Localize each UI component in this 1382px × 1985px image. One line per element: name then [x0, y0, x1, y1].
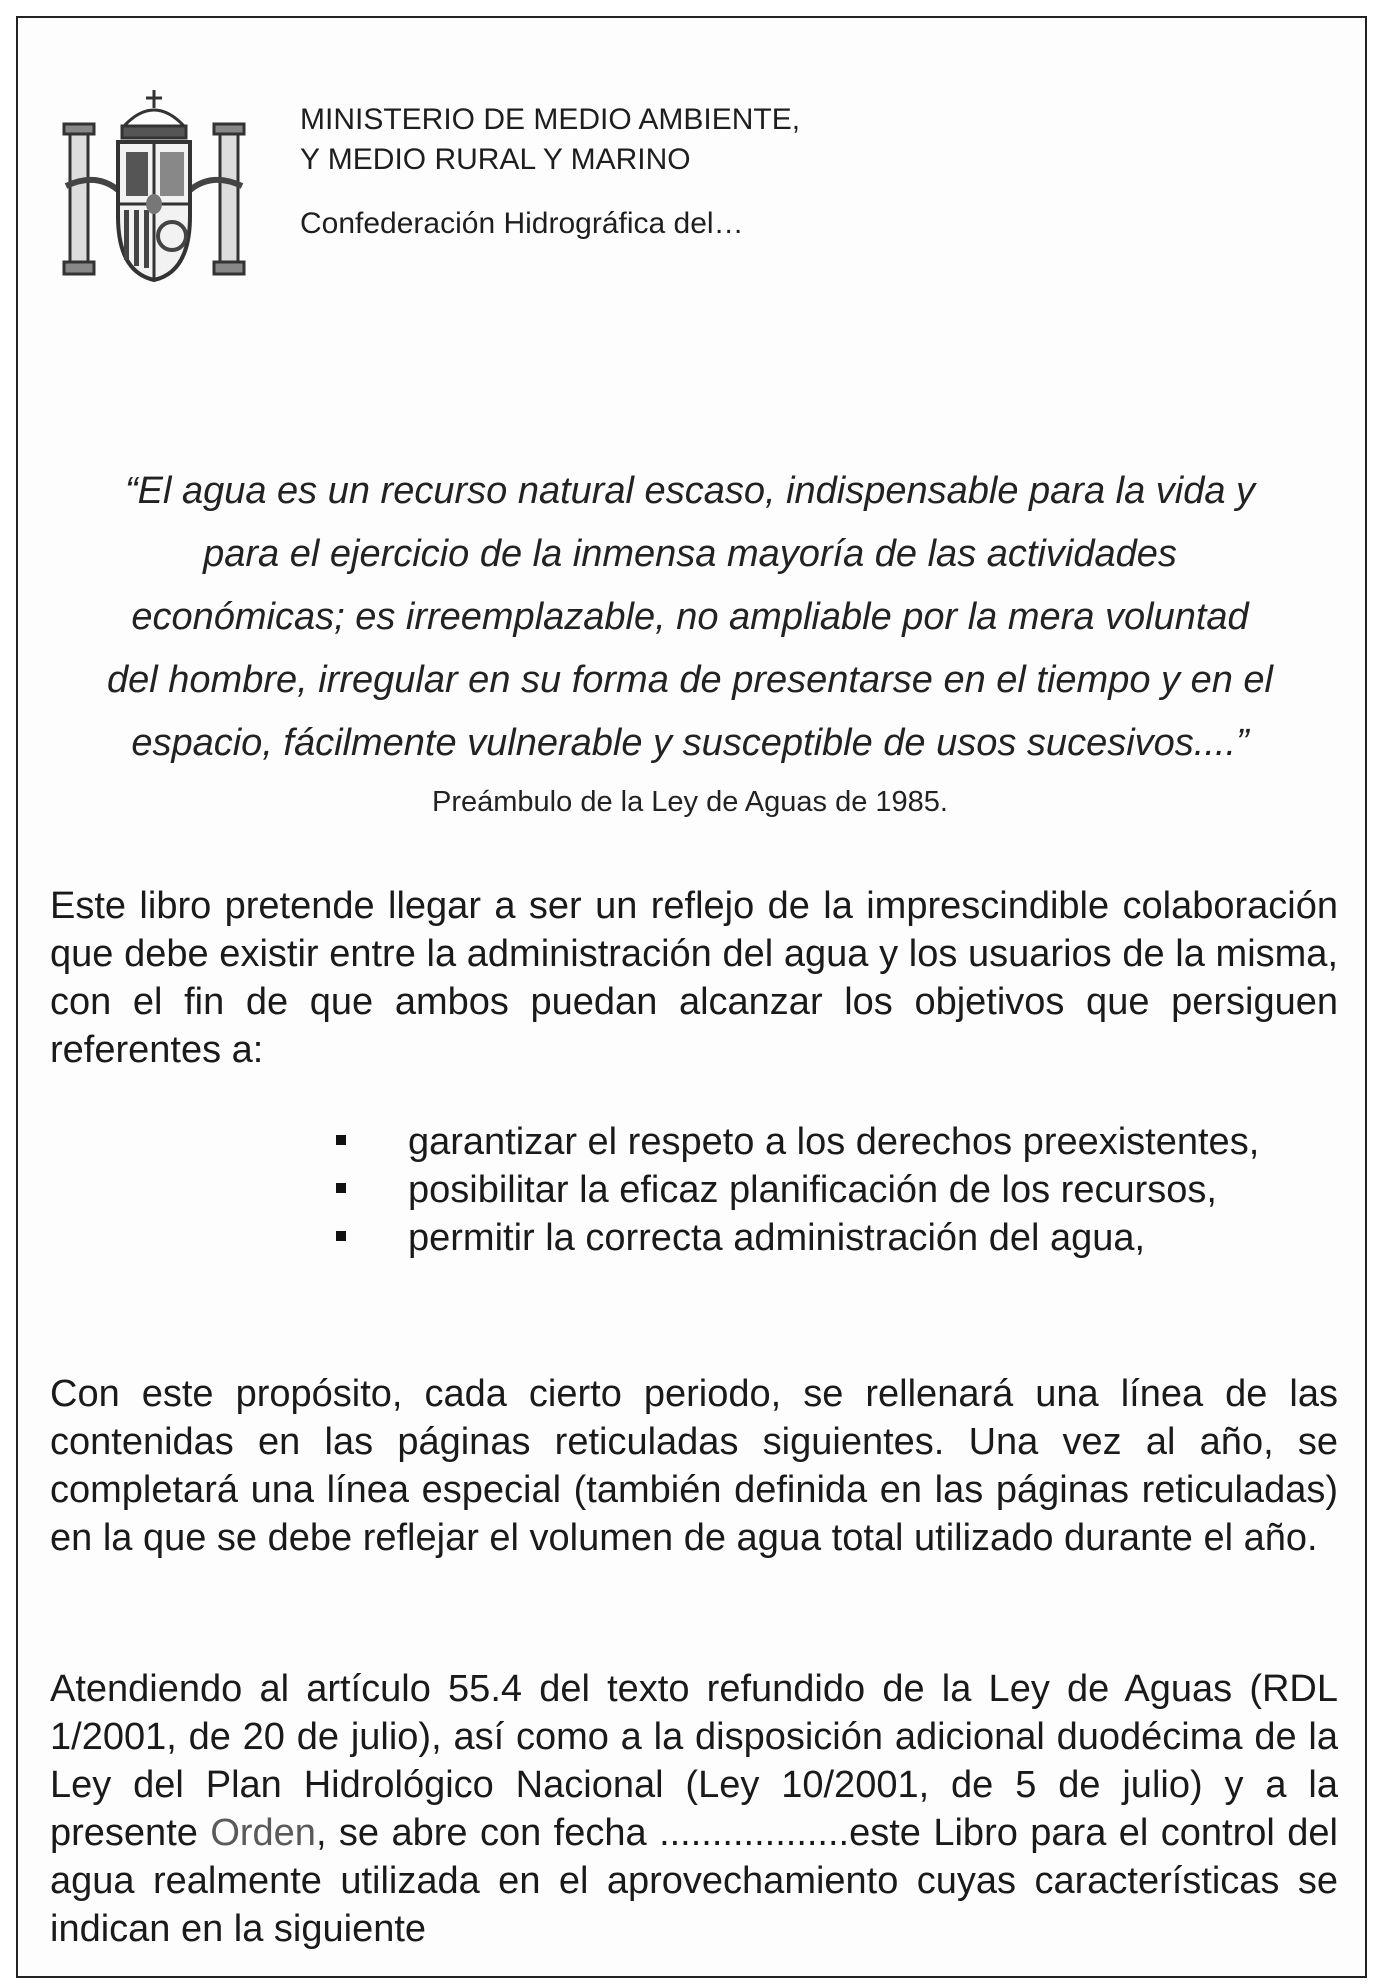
list-item: [330, 1166, 1330, 1214]
ministry-name-line1: MINISTERIO DE MEDIO AMBIENTE,: [300, 103, 801, 136]
coat-of-arms-icon: [56, 86, 252, 286]
law-quote: [40, 460, 1340, 775]
quote-line: del hombre, irregular en su forma de presentarse en el tiempo y en el: [107, 659, 1273, 701]
document-header: [300, 100, 800, 244]
quote-attribution: Preámbulo de la Ley de Aguas de 1985.: [432, 786, 948, 818]
square-bullet-icon: [336, 1231, 346, 1241]
list-item: [330, 1214, 1330, 1262]
intro-paragraph: Este libro pretende llegar a ser un reflejo de la imprescindible colaboración que debe existir entre la administración del agua y los usuarios de la misma, con el fin de que ambos puedan alcanzar los objetivos que persiguen referentes a:: [50, 885, 1338, 1071]
confederation-name: Confederación Hidrográfica del…: [300, 207, 744, 240]
legal-basis-text: Atendiendo al artículo 55.4 del texto refundido de la Ley de Aguas (RDL 1/2001, de 20 de julio), así como a la disposición adicional duodécima de la Ley del Plan Hidrológico Nacional (Ley 10/2001, de 5 de julio) y a la presente: [50, 1668, 1338, 1854]
list-item: [330, 1118, 1330, 1166]
quote-line: “El agua es un recurso natural escaso, indispensable para la vida y: [124, 470, 1256, 512]
quote-line: espacio, fácilmente vulnerable y susceptible de usos sucesivos....”: [131, 722, 1249, 764]
list-item-text: garantizar el respeto a los derechos preexistentes,: [408, 1121, 1260, 1163]
quote-line: para el ejercicio de la inmensa mayoría de las actividades: [203, 533, 1177, 575]
objectives-list: [330, 1118, 1330, 1262]
purpose-paragraph: Con este propósito, cada cierto periodo, se rellenará una línea de las contenidas en las páginas reticuladas siguientes. Una vez al año, se completará una línea especial (también definida en las páginas reticuladas) en la que se debe reflejar el volumen de agua total utilizado durante el año.: [50, 1373, 1338, 1559]
list-item-text: posibilitar la eficaz planificación de los recursos,: [408, 1169, 1217, 1211]
square-bullet-icon: [336, 1135, 346, 1145]
legal-basis-text-end: , se abre con fecha ..................este Libro para el control del agua realmente utilizada en el aprovechamiento cuyas características se indican en la siguiente: [50, 1812, 1338, 1950]
ministry-name-line2: Y MEDIO RURAL Y MARINO: [300, 143, 691, 176]
quote-line: económicas; es irreemplazable, no ampliable por la mera voluntad: [131, 596, 1249, 638]
square-bullet-icon: [336, 1183, 346, 1193]
legal-basis-paragraph: [50, 1665, 1338, 1953]
list-item-text: permitir la correcta administración del agua,: [408, 1217, 1146, 1259]
orden-reference: Orden: [210, 1812, 316, 1854]
